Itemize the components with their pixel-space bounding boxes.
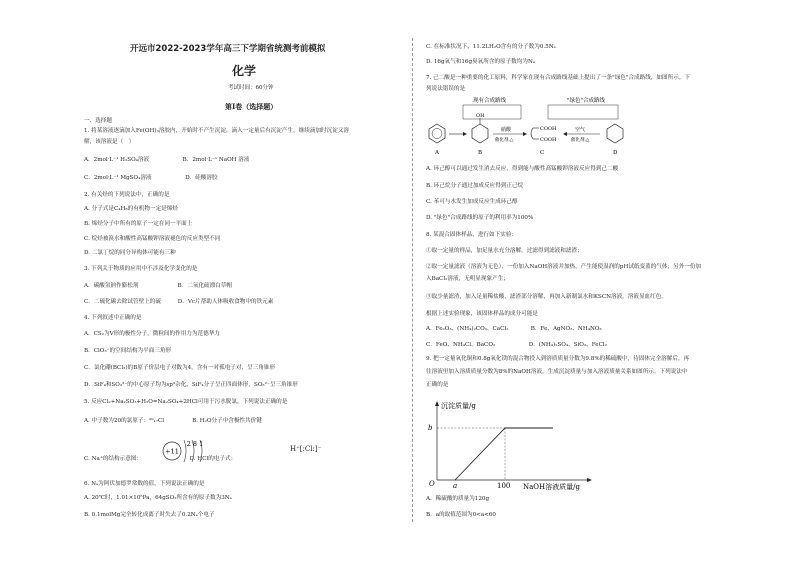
text-line: 列说法错误的是 xyxy=(426,86,466,92)
tick-a: a xyxy=(453,482,458,490)
oh-label: OH xyxy=(476,113,485,119)
text-line: 4. 下列叙述中正确的是 xyxy=(84,315,142,321)
text-line: D. 16g氧气和16g臭氧所含的原子数均为Nₐ xyxy=(426,59,536,65)
text-line: D. 二氯丁烷的同分异构体可能有三种 xyxy=(84,250,176,256)
text-line: C. 在标准状况下，11.2LH₂O含有的分子数为0.5Nₐ xyxy=(426,44,556,50)
text-line: A. 中子数为20的氯原子：²⁰₁₇Cl B. H₂O分子中含极性共价键 xyxy=(84,418,262,424)
text-line: D. "绿色"合成路线的原子的利用率为100% xyxy=(426,215,534,221)
existing-route-label: 现有合成路线 xyxy=(473,98,507,104)
section-title: 第Ⅰ卷（选择题） xyxy=(225,102,278,111)
text-line: C．2mol·L⁻¹ MgSO₄溶液 D．硅酸溶胶 xyxy=(84,175,218,181)
text-line: C. 苯可与水发生加成反应生成环己醇 xyxy=(426,199,518,205)
text-line: A. 分子式是C₄H₈的有机物一定是烯烃 xyxy=(84,206,178,212)
na-ion-diagram xyxy=(158,434,218,468)
text-line: 往溶液里加入溶质质量分数为8%的NaOH溶液，生成沉淀质量与加入溶液质量关系如图所示。下列说法中 xyxy=(426,369,688,375)
text-line: 解，该溶液是（ ） xyxy=(84,139,135,145)
green-route-label: "绿色"合成路线 xyxy=(567,98,606,104)
series-line xyxy=(455,428,553,480)
label-a: A xyxy=(435,150,439,156)
page-title: 开远市2022-2023学年高三下学期省统测考前模拟 xyxy=(130,44,326,54)
air-label: 空气 xyxy=(575,127,586,133)
text-line: C．FeO、NH₄Cl、BaCO₃ D．(NH₄)₂SO₄、SiO₂、FeCl₂ xyxy=(426,342,607,348)
subject-title: 化学 xyxy=(232,64,257,78)
text-line: 入BaCl₂溶液，无明显现象产生； xyxy=(426,276,509,282)
text-line: B. 烯烃分子中所有的原子一定在同一平面上 xyxy=(84,221,193,227)
label-c: C xyxy=(540,150,545,156)
text-line: 根据上述实验现象，该固体样品的成分可能是 xyxy=(426,311,538,317)
y-axis-label: 沉淀质量/g xyxy=(441,402,476,410)
text-line: 8. 某混合固体样品，进行如下实验： xyxy=(426,232,518,238)
nitric-cond: 催化剂,△ xyxy=(495,138,514,143)
text-line: 1. 将某溶液逐滴加入Fe(OH)₃溶胶内，开始时不产生沉淀，滴入一定量后有沉淀产生，继续滴加时沉淀又溶 xyxy=(84,128,350,134)
text-line: A. 20℃时，1.01×10⁵Pa，64gSO₂所含有的原子数为3Nₐ xyxy=(84,495,232,501)
text-line: B. 0.1molMg完全转化成离子时失去了0.2Nₐ个电子 xyxy=(84,512,215,518)
shell-electrons: 2 8 1 xyxy=(186,440,204,448)
exam-time: 考试时间：60分钟 xyxy=(228,85,274,91)
text-line: B. 环己烷分子通过加成反应得到正己烷 xyxy=(426,183,524,189)
hcl-electron-formula: H⁺[:Cl:]⁻ xyxy=(290,445,322,453)
text-line: C. Na⁺的结构示意图： D. HCl的电子式： xyxy=(84,456,237,462)
tick-b: b xyxy=(428,424,433,432)
text-line: A．2mol·L⁻¹ H₂SO₄溶液 B．2mol·L⁻¹ NaOH 溶液 xyxy=(84,157,250,163)
text-line: ③取少量滤渣，加入足量稀盐酸，滤渣部分溶解，再加入新制氯水和KSCN溶液，溶液显血红色。 xyxy=(426,294,667,300)
text-line: 一、选择题 xyxy=(84,118,112,124)
text-line: A．Fe₂O₃、(NH₄)₂CO₃、CaCl₂ B．Fe、AgNO₃、NH₄NO₃ xyxy=(426,326,602,332)
nitric-label: 硝酸 xyxy=(501,127,512,133)
text-line: C．氯化硼(BCl₃)的B原子价层电子对数为4，含有一对孤电子对，呈三角锥形 xyxy=(84,365,276,371)
tick-100: 100 xyxy=(497,482,511,490)
precipitate-chart xyxy=(425,398,615,492)
text-line: C. 烷烃被溴水和酸性高锰酸钾溶液褪色的反应类型不同 xyxy=(84,236,221,242)
origin-label: O xyxy=(429,480,435,488)
text-line: C．二硫化碳去除试管壁上的硫 D．Vc片帮助人体吸收食物中的铁元素 xyxy=(84,299,274,305)
cooh-bottom: COOH xyxy=(540,137,557,143)
text-line: A．稀硫酸的质量为120g xyxy=(426,496,490,502)
text-line: 5. 反应Cl₂+Na₂SO₃+H₂O=Na₂SO₄+2HCl可用于污水脱氯，下列说法正确的是 xyxy=(84,399,288,405)
cooh-top: COOH xyxy=(540,126,557,132)
text-line: A．CS₂为V形的极性分子，微粒间的作用力为范德华力 xyxy=(84,331,220,337)
text-line: 6. Nₐ为阿伏加德罗常数的值，下列说法正确的是 xyxy=(84,481,205,487)
x-axis-label: NaOH溶液质量/g xyxy=(523,483,580,491)
text-line: D．SiF₄和SO₃²⁻的中心原子均为sp³杂化，SiF₄分子呈正四面体形，SO₃²⁻呈三角锥形 xyxy=(84,382,298,388)
text-line: ②取一定量滤液（溶液为无色），一份加入NaOH溶液并加热，产生能使湿润的pH试纸变蓝的气体；另外一份加 xyxy=(426,264,702,270)
text-line: 正确的是 xyxy=(426,382,449,388)
synthesis-scheme xyxy=(425,94,655,162)
text-line: ①取一定量的样品，加足量水充分溶解，过滤得到滤液和滤渣； xyxy=(426,248,583,254)
label-b: B xyxy=(478,150,483,156)
text-line: B．ClO₃⁻的空间结构为平面三角形 xyxy=(84,348,172,354)
air-cond: 催化剂,△ xyxy=(571,138,590,143)
text-line: A. 环己醇可以通过发生消去反应，得到能与酸性高锰酸钾溶液反应得到己二酸 xyxy=(426,166,619,172)
text-line: 2. 有关烃的下列说法中，正确的是 xyxy=(84,192,170,198)
text-line: 3. 下列关于物质的应用中不涉及化学变化的是 xyxy=(84,266,198,272)
column-divider xyxy=(412,38,413,522)
text-line: B．a的取值范围为0<a<60 xyxy=(426,512,496,518)
nucleus-label: +11 xyxy=(165,447,179,456)
text-line: A．碳酸氢钠作膨松剂 B．二氧化硫漂白草帽 xyxy=(84,283,232,289)
text-line: 9. 把一定量氧化铜和0.8g氧化镁的混合物投入到溶质质量分数为9.8%的稀硫酸中，待固体完全溶解后，再 xyxy=(426,356,690,362)
label-d: D xyxy=(613,150,618,156)
text-line: 7. 己二酸是一种重要的化工原料，科学家在现有合成路线基础上提出了一条"绿色"合成路线，如图所示。下 xyxy=(426,75,690,81)
